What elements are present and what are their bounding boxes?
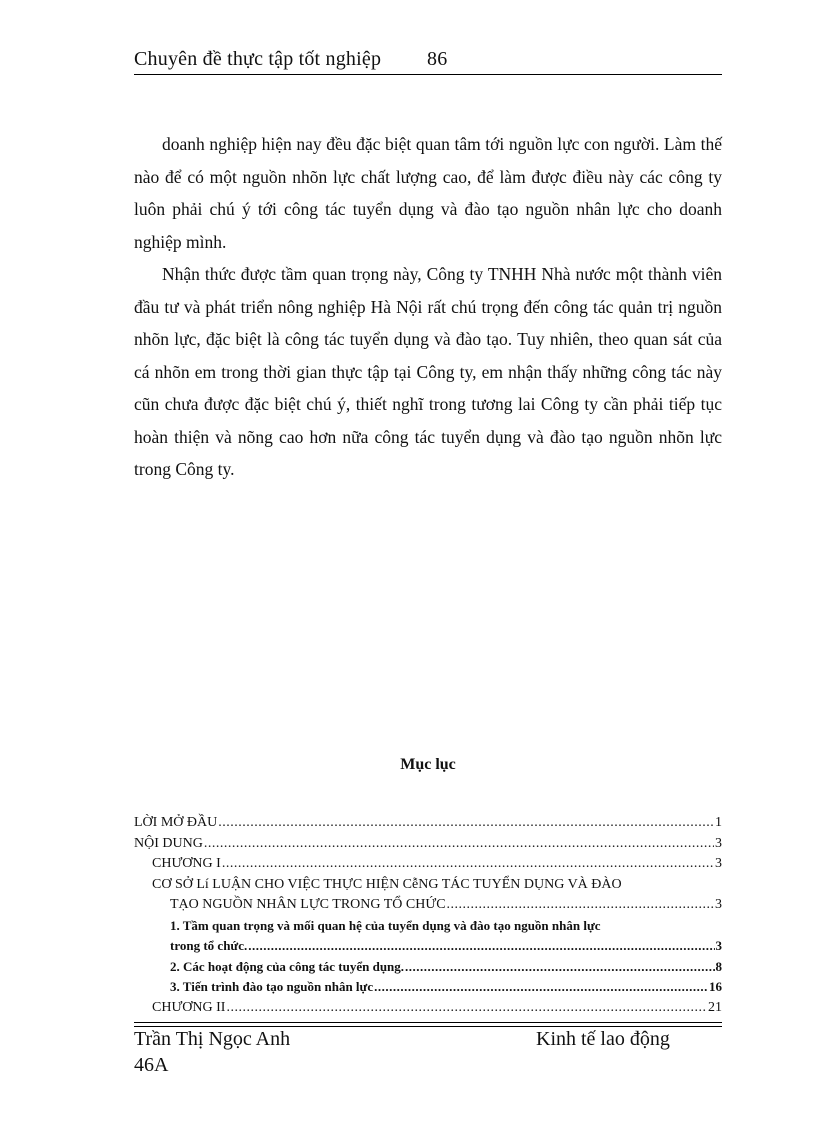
toc-entry-text: CƠ SỞ Lí LUẬN CHO VIỆC THỰC HIỆN CễNG TÁC TUYỂN DỤNG VÀ ĐÀO — [152, 876, 622, 892]
toc-leader — [218, 813, 714, 834]
toc-entry[interactable] — [134, 813, 722, 834]
header-page-number: 86 — [427, 48, 448, 70]
toc-entry[interactable] — [134, 977, 722, 998]
toc-entry-page: 21 — [708, 999, 722, 1015]
toc-entry-text: NỘI DUNG — [134, 835, 203, 851]
toc-entry-text: CHƯƠNG II — [152, 999, 226, 1015]
toc-entry-line2[interactable] — [134, 936, 722, 957]
toc-entry[interactable] — [134, 957, 722, 978]
toc-entry-text: LỜI MỞ ĐẦU — [134, 815, 218, 830]
toc-leader — [226, 998, 707, 1019]
toc-entry-page: 3 — [715, 856, 722, 871]
toc-title: Mục lục — [400, 756, 456, 773]
toc-entry-line1[interactable] — [134, 875, 722, 896]
paragraph: Nhận thức được tầm quan trọng này, Công ty TNHH Nhà nước một thành viên đầu tư và phát triển nông nghiệp Hà Nội rất chú trọng đến công tác quản trị nguồn nhõn lực, đặc biệt là công tác tuyển dụng và đào tạo. Tuy nhiên, theo quan sát của cá nhõn em trong thời gian thực tập tại Công ty, em nhận thấy những công tác này cũn chưa được đặc biệt chú ý, thiết nghĩ trong tương lai Công ty cần phải tiếp tục hoàn thiện và nõng cao hơn nữa công tác tuyển dụng và đào tạo nguồn nhõn lực trong Công ty. — [134, 264, 722, 479]
toc-entry[interactable] — [134, 854, 722, 875]
toc-entry-text: TẠO NGUỒN NHÂN LỰC TRONG TỔ CHỨC — [170, 897, 446, 912]
toc-leader — [248, 936, 714, 957]
toc-entry-page: 16 — [709, 979, 722, 994]
footer-class: 46A — [134, 1054, 169, 1076]
toc-entry-text: trong tổ chức. — [170, 938, 248, 953]
toc-entry-text: CHƯƠNG I — [152, 856, 221, 871]
page-header — [134, 48, 722, 75]
toc-entry[interactable] — [134, 998, 722, 1019]
toc-leader — [374, 977, 708, 998]
toc-leader — [204, 834, 714, 855]
toc-entry-line2[interactable] — [134, 895, 722, 916]
footer-author-name: Trần Thị Ngọc Anh — [134, 1028, 291, 1050]
footer-department: Kinh tế lao động — [536, 1028, 670, 1050]
toc-entry-page: 3 — [715, 897, 722, 912]
toc-entry-page: 3 — [715, 938, 722, 953]
paragraph: doanh nghiệp hiện nay đều đặc biệt quan tâm tới nguồn lực con người. Làm thế nào để có một nguồn nhõn lực chất lượng cao, để làm được điều này các công ty luôn phải chú ý tới công tác tuyển dụng và đào tạo nguồn nhân lực cho doanh nghiệp mình. — [134, 134, 722, 252]
table-of-contents — [134, 813, 722, 1018]
toc-entry-text: 1. Tầm quan trọng và mối quan hệ của tuyển dụng và đào tạo nguồn nhân lực — [170, 917, 601, 933]
footer-divider — [134, 1022, 722, 1027]
toc-entry-page: 8 — [715, 958, 722, 974]
header-title: Chuyên đề thực tập tốt nghiệp — [134, 48, 382, 70]
toc-entry[interactable] — [134, 834, 722, 855]
body-text — [134, 128, 722, 486]
toc-leader — [222, 854, 714, 875]
toc-entry-text: 2. Các hoạt động của công tác tuyển dụng. — [170, 958, 405, 974]
toc-entry-line1[interactable] — [134, 916, 722, 937]
toc-leader — [447, 895, 714, 916]
toc-leader — [405, 957, 714, 978]
toc-entry-page: 1 — [715, 815, 722, 830]
toc-entry-text: 3. Tiến trình đào tạo nguồn nhân lực — [170, 979, 374, 994]
toc-entry-page: 3 — [715, 835, 722, 851]
